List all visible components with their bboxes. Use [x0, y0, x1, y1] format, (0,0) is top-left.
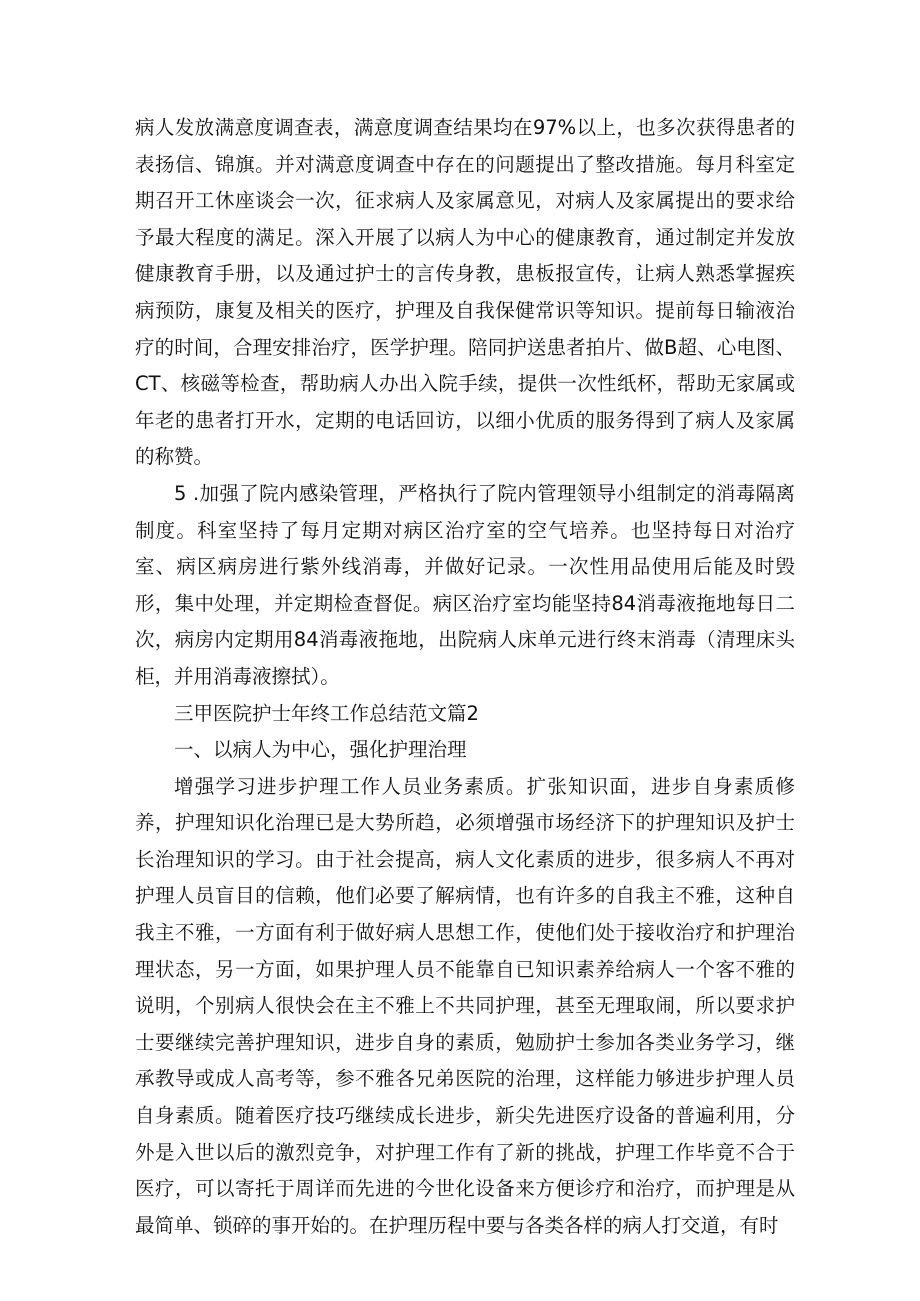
document-body	[135, 110, 795, 1244]
paragraph-infection-control: 5 .加强了院内感染管理，严格执行了院内管理领导小组制定的消毒隔离制度。科室坚持了每月定期对病区治疗室的空气培养。也坚持每日对治疗室、病区病房进行紫外线消毒，并做好记录。一次性用品使用后能及时毁形，集中处理，并定期检查督促。病区治疗室均能坚持84消毒液拖地每日二次，病房内定期用84消毒液拖地，出院病人床单元进行终末消毒（清理床头柜，并用消毒液擦拭）。	[135, 481, 795, 688]
section-title: 三甲医院护士年终工作总结范文篇2	[174, 701, 479, 725]
paragraph-patient-satisfaction: 病人发放满意度调查表，满意度调查结果均在97%以上，也多次获得患者的表扬信、锦旗。并对满意度调查中存在的问题提出了整改措施。每月科室定期召开工休座谈会一次，征求病人及家属意见，对病人及家属提出的要求给予最大程度的满足。深入开展了以病人为中心的健康教育，通过制定并发放健康教育手册，以及通过护士的言传身教，患板报宣传，让病人熟悉掌握疾病预防，康复及相关的医疗，护理及自我保健常识等知识。提前每日输液治疗的时间，合理安排治疗，医学护理。陪同护送患者拍片、做B超、心电图、CT、核磁等检查，帮助病人办出入院手续，提供一次性纸杯，帮助无家属或年老的患者打开水，定期的电话回访，以细小优质的服务得到了病人及家属的称赞。	[135, 116, 795, 469]
paragraph-nursing-study: 增强学习进步护理工作人员业务素质。扩张知识面，进步自身素质修养，护理知识化治理已是大势所趋，必须增强市场经济下的护理知识及护士长治理知识的学习。由于社会提高，病人文化素质的进步，很多病人不再对护理人员盲目的信赖，他们必要了解病情，也有许多的自我主不雅，这种自我主不雅，一方面有利于做好病人思想工作，使他们处于接收治疗和护理治理状态，另一方面，如果护理人员不能靠自已知识素养给病人一个客不雅的说明，个别病人很快会在主不雅上不共同护理，甚至无理取闹，所以要求护士要继续完善护理知识，进步自身的素质，勉励护士参加各类业务学习，继承教导或成人高考等，参不雅各兄弟医院的治理，这样能力够进步护理人员自身素质。随着医疗技巧继续成长进步，新尖先进医疗设备的普遍利用，分外是入世以后的激烈竞争，对护理工作有了新的挑战，护理工作毕竟不合于医疗，可以寄托于周详而先进的今世化设备来方便诊疗和治疗，而护理是从最简单、锁碎的事开始的。在护理历程中要与各类各样的病人打交道，有时	[135, 774, 795, 1237]
section-subtitle: 一、以病人为中心，强化护理治理	[174, 738, 467, 762]
